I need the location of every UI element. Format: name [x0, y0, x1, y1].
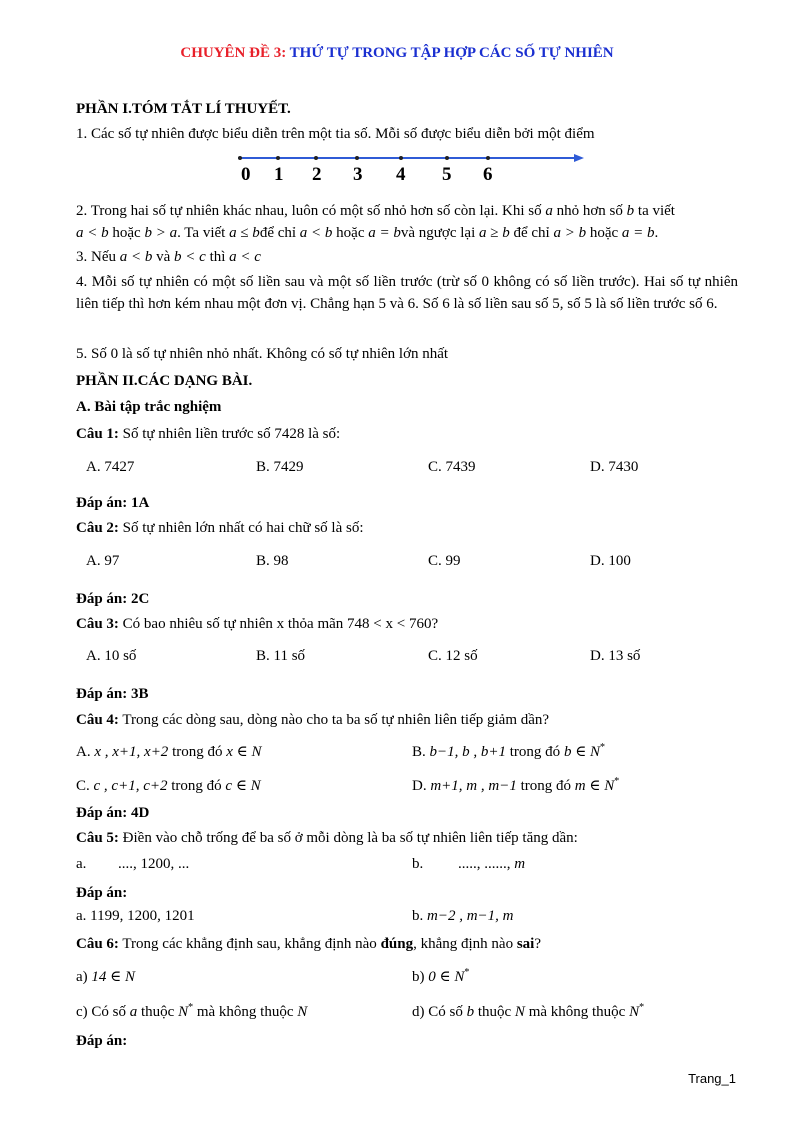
item-d: d) Có số b thuộc N mà không thuộc N*: [412, 1002, 645, 1020]
option-c: C. 7439: [428, 459, 476, 475]
math: a > b: [553, 225, 587, 241]
question-text: Có bao nhiêu số tự nhiên x thỏa mãn 748 < x < 760?: [118, 616, 439, 632]
text: hoặc: [112, 225, 141, 241]
q4-answer: Đáp án: 4D: [76, 805, 150, 821]
text: ?: [534, 936, 542, 952]
option-c: C. 12 số: [428, 648, 478, 664]
text-bold: đúng: [380, 936, 414, 952]
question-text: Trong các dòng sau, dòng nào cho ta ba số tự nhiên liên tiếp giảm dần?: [118, 712, 550, 728]
option-b: B. 98: [256, 553, 289, 569]
math: a < b: [76, 225, 109, 241]
theory-p1: 1. Các số tự nhiên được biểu diễn trên một tia số. Mỗi số được biểu diễn bởi một điểm: [76, 126, 595, 142]
question-2: [76, 517, 738, 539]
tick-5: [445, 156, 449, 160]
title-main: THỨ TỰ TRONG TẬP HỢP CÁC SỐ TỰ NHIÊN: [286, 45, 614, 61]
option-d: D. 7430: [590, 459, 639, 475]
question-1: [76, 423, 738, 445]
question-label: Câu 5:: [76, 830, 119, 846]
text: hoặc: [336, 225, 365, 241]
option-d: D. 13 số: [590, 648, 641, 664]
answer-a: a. 1199, 1200, 1201: [76, 908, 195, 924]
text: , khẳng định nào: [413, 936, 517, 952]
item-b: b) 0 ∈ N*: [412, 967, 470, 985]
question-5: [76, 827, 738, 849]
text: và ngược lại: [400, 225, 476, 241]
math: b > a: [144, 225, 178, 241]
page-footer: Trang_1: [688, 1071, 736, 1086]
math: a < c: [229, 249, 261, 265]
tick-1: [276, 156, 280, 160]
question-label: Câu 4:: [76, 712, 119, 728]
text: 2. Trong hai số tự nhiên khác nhau, luôn có một số nhỏ hơn số còn lại. Khi số: [76, 203, 542, 219]
text: ta viết: [637, 203, 675, 219]
item-a-value: ...., 1200, ...: [118, 856, 190, 872]
theory-p5: 5. Số 0 là số tự nhiên nhỏ nhất. Không có số tự nhiên lớn nhất: [76, 346, 449, 362]
option-a: A. x , x+1, x+2 trong đó x ∈ N: [76, 744, 262, 760]
question-6: [76, 933, 738, 955]
question-label: Câu 6:: [76, 936, 119, 952]
tick-3: [355, 156, 359, 160]
number-label: 1: [274, 164, 284, 185]
item-b-label: b.: [412, 856, 424, 872]
item-a: a) 14 ∈ N: [76, 969, 136, 985]
question-3: [76, 613, 738, 635]
page-title: [0, 45, 794, 62]
number-label: 5: [442, 164, 452, 185]
item-b-value: ....., ......, m: [458, 856, 526, 872]
item-a-label: a.: [76, 856, 87, 872]
q1-answer: Đáp án: 1A: [76, 495, 150, 511]
option-b: B. 11 số: [256, 648, 306, 664]
option-c: C. c , c+1, c+2 trong đó c ∈ N: [76, 778, 261, 794]
answer-b: b. m−2 , m−1, m: [412, 908, 514, 924]
title-prefix: CHUYÊN ĐỀ 3:: [180, 45, 287, 61]
question-text: Số tự nhiên lớn nhất có hai chữ số là số:: [118, 520, 364, 536]
number-label: 0: [241, 164, 251, 185]
tick-6: [486, 156, 490, 160]
math: b: [626, 203, 635, 219]
q3-answer: Đáp án: 3B: [76, 686, 149, 702]
math: a: [545, 203, 553, 219]
q2-answer: Đáp án: 2C: [76, 591, 150, 607]
text-bold: sai: [516, 936, 535, 952]
text: thì: [209, 249, 226, 265]
part2-heading: PHẦN II.CÁC DẠNG BÀI.: [76, 373, 253, 389]
tick-0: [238, 156, 242, 160]
math: b < c: [174, 249, 206, 265]
number-label: 2: [312, 164, 322, 185]
q5-answer: Đáp án:: [76, 885, 128, 901]
math: a < b: [119, 249, 153, 265]
option-b: B. b−1, b , b+1 trong đó b ∈ N*: [412, 742, 606, 760]
question-label: Câu 1:: [76, 426, 119, 442]
option-b: B. 7429: [256, 459, 304, 475]
number-label: 6: [483, 164, 493, 185]
math: a ≥ b: [479, 225, 510, 241]
section-a-heading: A. Bài tập trắc nghiệm: [76, 399, 222, 415]
text: để chỉ: [513, 225, 550, 241]
theory-p4: 4. Mỗi số tự nhiên có một số liền sau và một số liền trước (trừ số 0 không có số liền trước). Hai số tự nhiên liên tiếp thì hơn kém nhau một đơn vị. Chẳng hạn 5 và 6. Số 6 là số liền sau số 5, số 5 là số liền trước số 6.: [76, 274, 738, 312]
math: a = b: [368, 225, 401, 241]
text: hoặc: [589, 225, 619, 241]
text: Trong các khẳng định sau, khẳng định nào: [118, 936, 381, 952]
tick-4: [399, 156, 403, 160]
tick-2: [314, 156, 318, 160]
number-label: 4: [396, 164, 406, 185]
text: . Ta viết: [177, 225, 226, 241]
option-a: A. 7427: [86, 459, 135, 475]
question-4: [76, 709, 738, 731]
option-a: A. 97: [86, 553, 120, 569]
text: 3. Nếu: [76, 249, 116, 265]
math: a = b: [621, 225, 655, 241]
theory-p3: [76, 246, 738, 268]
part1-heading: PHẦN I.TÓM TẮT LÍ THUYẾT.: [76, 101, 291, 117]
text: nhỏ hơn số: [556, 203, 623, 219]
theory-p2: 2. Trong hai số tự nhiên khác nhau, luôn có một số nhỏ hơn số còn lại. Khi số a nhỏ hơn số b ta viết a < b hoặc b > a. Ta viết a ≤ bđể chỉ a < b hoặc a = bvà ngược lại a ≥ b để chỉ a > b hoặc a = b.: [76, 203, 675, 241]
text: để chỉ: [259, 225, 297, 241]
text: và: [156, 249, 171, 265]
option-c: C. 99: [428, 553, 461, 569]
question-text: Điền vào chỗ trống để ba số ở mỗi dòng là ba số tự nhiên liên tiếp tăng dần:: [118, 830, 578, 846]
math: a ≤ b: [229, 225, 260, 241]
option-d: D. 100: [590, 553, 631, 569]
number-line-axis: [236, 152, 586, 166]
item-c: c) Có số a thuộc N* mà không thuộc N: [76, 1002, 308, 1020]
math: a < b: [299, 225, 333, 241]
q6-answer: Đáp án:: [76, 1033, 128, 1049]
number-label: 3: [353, 164, 363, 185]
option-a: A. 10 số: [86, 648, 137, 664]
option-d: D. m+1, m , m−1 trong đó m ∈ N*: [412, 776, 620, 794]
question-label: Câu 2:: [76, 520, 119, 536]
number-line: [236, 150, 586, 190]
question-label: Câu 3:: [76, 616, 119, 632]
question-text: Số tự nhiên liền trước số 7428 là số:: [118, 426, 341, 442]
